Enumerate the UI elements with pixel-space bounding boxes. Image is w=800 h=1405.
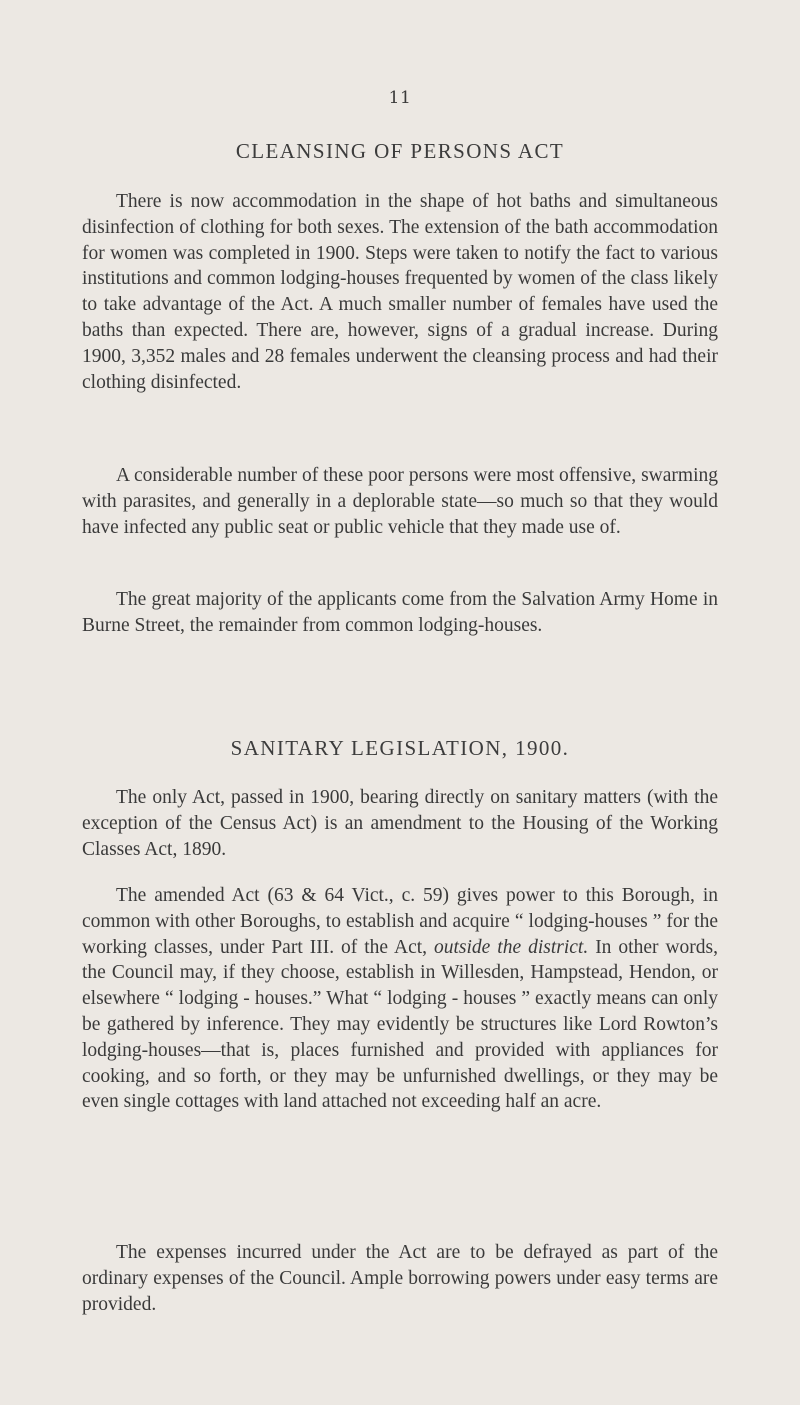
- page-number: 11: [388, 88, 412, 108]
- italic-phrase: outside the district.: [433, 936, 589, 958]
- paragraph-sanitary-2-tail: In other words, the Council may, if they choose, establish in Willesden, Hampstead, Hendon, or elsewhere “ lodging - houses.” What “ lodging - houses ” exactly means can only be gathered by inference. They may evidently be structures like Lord Rowton’s lodging-houses—that is, places furnished and provided with appliances for cooking, and so forth, or they may be unfurnished dwellings, or they may be even single cottages with land attached not exceeding half an acre.: [82, 936, 718, 1113]
- paragraph-sanitary-3: The expenses incurred under the Act are to be defrayed as part of the ordinary expenses of the Council. Ample borrowing powers under easy terms are provided.: [82, 1242, 718, 1315]
- paragraph-cleansing-2: A considerable number of these poor persons were most offensive, swarming with parasites, and generally in a deplorable state—so much so that they would have infected any public seat or public vehicle that they made use of.: [82, 465, 718, 538]
- section-heading-sanitary: SANITARY LEGISLATION, 1900.: [230, 736, 570, 760]
- paragraph-sanitary-2: [82, 883, 718, 1115]
- paragraph-cleansing-3: The great majority of the applicants come from the Salvation Army Home in Burne Street, the remainder from common lodging-houses.: [82, 589, 718, 636]
- paragraph-cleansing-1: There is now accommodation in the shape of hot baths and simultaneous disinfection of clothing for both sexes. The extension of the bath accommodation for women was completed in 1900. Steps were taken to notify the fact to various institutions and common lodging-houses frequented by women of the class likely to take advantage of the Act. A much smaller number of females have used the baths than expected. There are, however, signs of a gradual increase. During 1900, 3,352 males and 28 females underwent the cleansing process and had their clothing disinfected.: [82, 191, 718, 393]
- paragraph-sanitary-2-lead: The amended Act (63 & 64 Vict., c. 59) gives power to this Borough, in common with other Boroughs, to establish and acquire “ lodging-houses ” for the working classes, under Part III. of the Act,: [82, 885, 718, 958]
- section-heading-cleansing: CLEANSING OF PERSONS ACT: [235, 139, 565, 163]
- paragraph-sanitary-1: The only Act, passed in 1900, bearing directly on sanitary matters (with the exception of the Census Act) is an amendment to the Housing of the Working Classes Act, 1890.: [82, 787, 718, 860]
